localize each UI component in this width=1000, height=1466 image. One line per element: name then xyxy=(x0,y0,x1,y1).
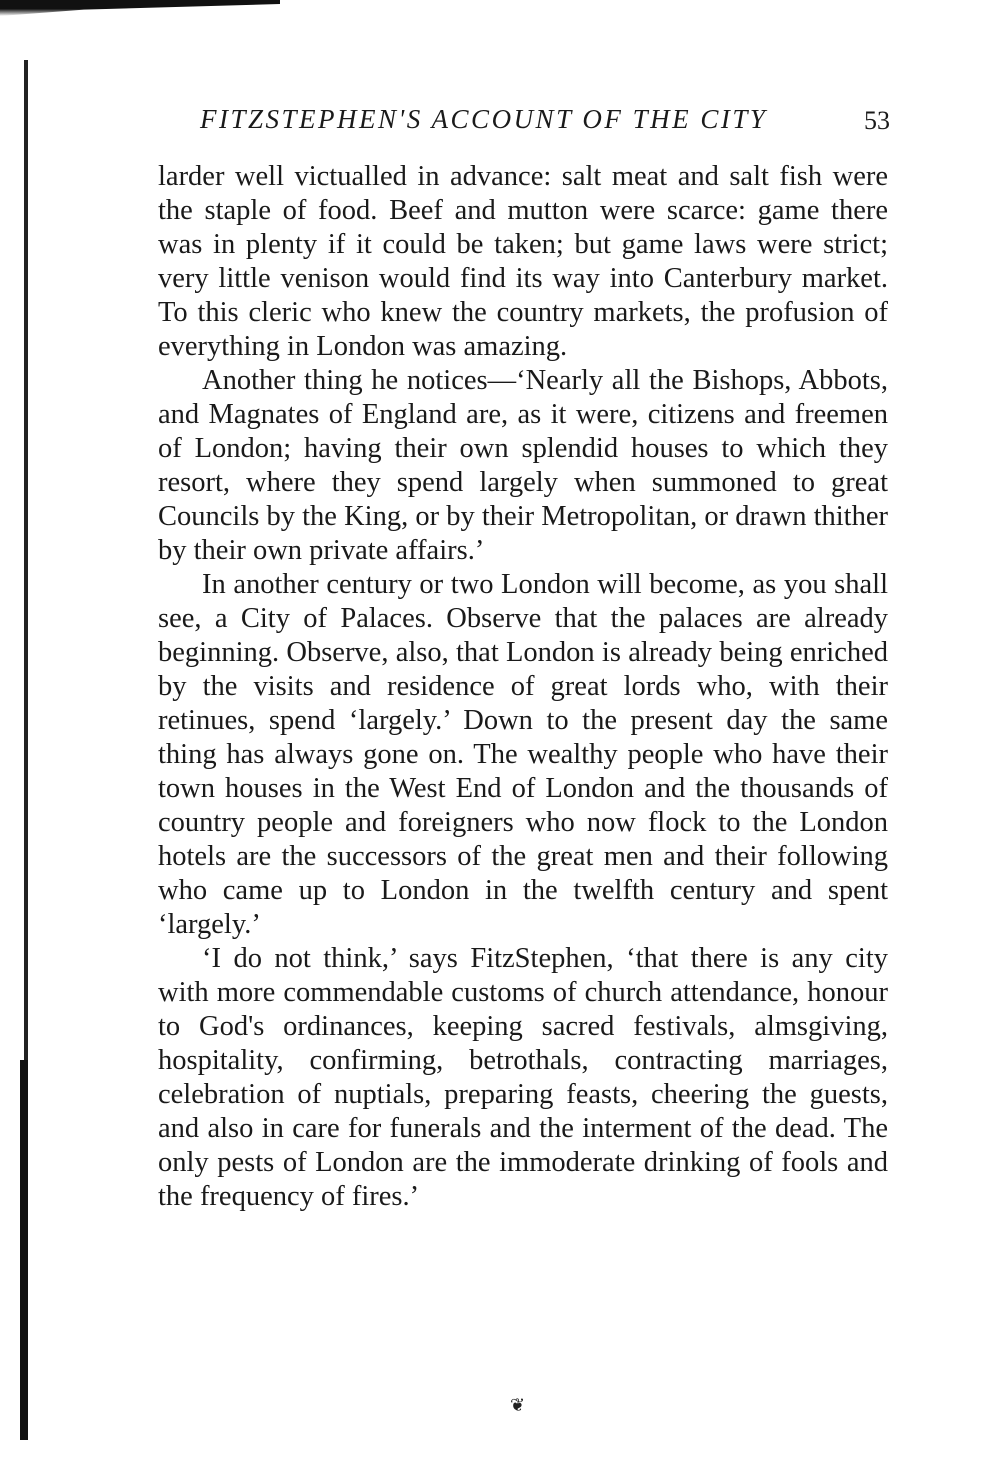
body-text xyxy=(158,160,888,1214)
paragraph: In another century or two London will become, as you shall see, a City of Palaces. Observe that the palaces are already beginning. Observe, also, that London is already being enriched by the visits and residence of great lords who, with their retinues, spend ‘largely.’ Down to the present day the same thing has always gone on. The wealthy people who have their town houses in the West End of London and the thousands of country people and foreigners who now flock to the London hotels are the successors of the great men and their following who came up to London in the twelfth century and spent ‘largely.’ xyxy=(158,569,888,940)
paragraph-continued: larder well victualled in advance: salt meat and salt fish were the staple of food. Beef and mutton were scarce: game there was in plenty if it could be taken; but game laws were strict; very little venison would find its way into Canterbury market. To this cleric who knew the country markets, the profusion of everything in London was amazing. xyxy=(158,161,888,362)
running-header xyxy=(200,100,890,144)
paragraph: ‘I do not think,’ says FitzStephen, ‘that there is any city with more commendable customs of church attendance, honour to God's ordinances, keeping sacred festivals, almsgiving, hospitality, confirming, betrothals, contracting marriages, celebration of nuptials, preparing feasts, cheering the guests, and also in care for funerals and the interment of the dead. The only pests of London are the immoderate drinking of fools and the frequency of fires.’ xyxy=(158,943,888,1212)
running-title: FITZSTEPHEN'S ACCOUNT OF THE CITY xyxy=(200,104,768,134)
printer-mark-icon: ❦ xyxy=(510,1395,526,1416)
page-number: 53 xyxy=(864,106,890,135)
paragraph: Another thing he notices—‘Nearly all the Bishops, Abbots, and Magnates of England are, as it were, citizens and freemen of London; having their own splendid houses to which they resort, where they spend largely when summoned to great Councils by the King, or by their Metropolitan, or drawn thither by their own private affairs.’ xyxy=(158,365,888,566)
binding-edge-shadow xyxy=(20,1060,28,1440)
scan-edge-artifact xyxy=(0,0,280,16)
